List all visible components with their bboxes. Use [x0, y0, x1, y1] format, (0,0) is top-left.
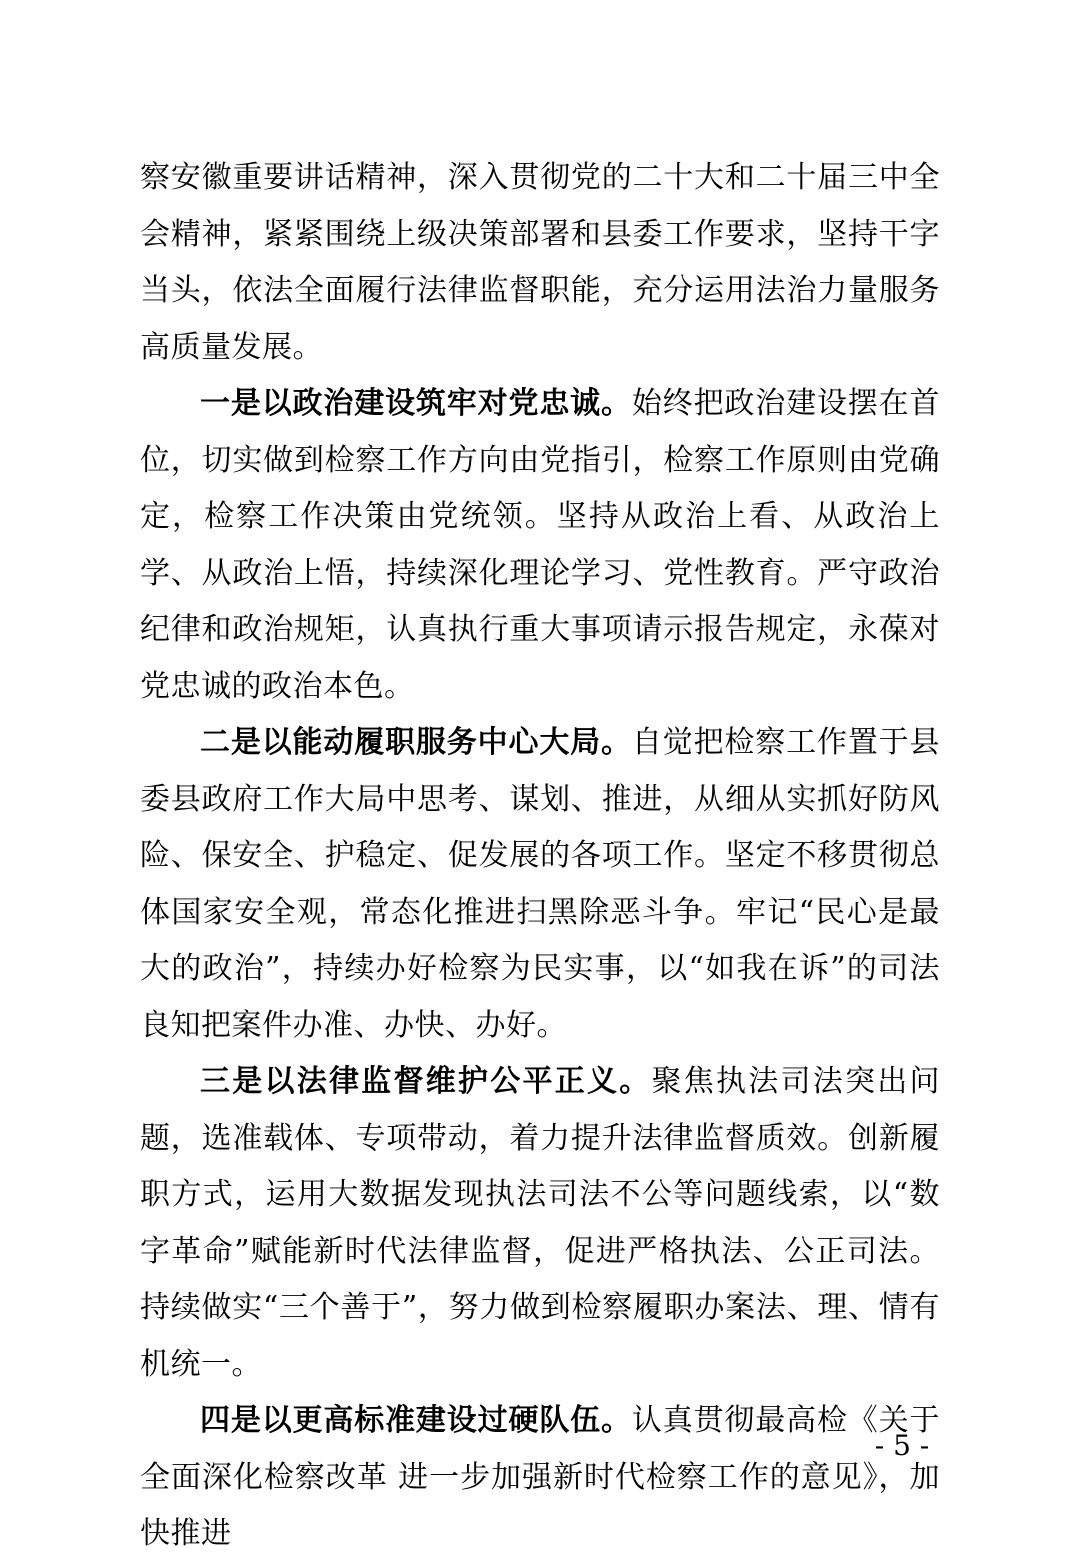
- paragraph-lead: 二是以能动履职服务中心大局。: [200, 725, 632, 760]
- paragraph-political-building: [140, 376, 940, 715]
- paragraph-legal-supervision: [140, 1054, 940, 1393]
- paragraph-text: 始终把政治建设摆在首位，切实做到检察工作方向由党指引，检察工作原则由党确定，检察工作决策由党统领。坚持从政治上看、从政治上学、从政治上悟，持续深化理论学习、党性教育。严守政治纪律和政治规矩，认真执行重大事项请示报告规定，永葆对党忠诚的政治本色。: [140, 386, 941, 704]
- paragraph-lead: 四是以更高标准建设过硬队伍。: [200, 1403, 632, 1438]
- body-text: [140, 150, 940, 1563]
- page-number: - 5 -: [874, 1429, 930, 1462]
- paragraph-text: 察安徽重要讲话精神，深入贯彻党的二十大和二十届三中全会精神，紧紧围绕上级决策部署和县委工作要求，坚持干字当头，依法全面履行法律监督职能，充分运用法治力量服务高质量发展。: [140, 160, 940, 365]
- paragraph-proactive-duty: [140, 715, 940, 1054]
- paragraph-text: 自觉把检察工作置于县委县政府工作大局中思考、谋划、推进，从细从实抓好防风险、保安全、护稳定、促发展的各项工作。坚定不移贯彻总体国家安全观，常态化推进扫黑除恶斗争。牢记“民心是最大的政治”，持续办好检察为民实事，以“如我在诉”的司法良知把案件办准、办快、办好。: [140, 725, 941, 1043]
- paragraph-lead: 一是以政治建设筑牢对党忠诚。: [200, 386, 632, 421]
- paragraph-lead: 三是以法律监督维护公平正义。: [200, 1064, 652, 1099]
- paragraph-team-building: [140, 1393, 940, 1563]
- paragraph-intro-continuation: [140, 150, 940, 376]
- paragraph-text: 认真贯彻最高检《关于全面深化检察改革 进一步加强新时代检察工作的意见》，加快推进: [140, 1403, 941, 1551]
- paragraph-text: 聚焦执法司法突出问题，选准载体、专项带动，着力提升法律监督质效。创新履职方式，运用大数据发现执法司法不公等问题线索，以“数字革命”赋能新时代法律监督，促进严格执法、公正司法。持续做实“三个善于”，努力做到检察履职办案法、理、情有机统一。: [140, 1064, 940, 1382]
